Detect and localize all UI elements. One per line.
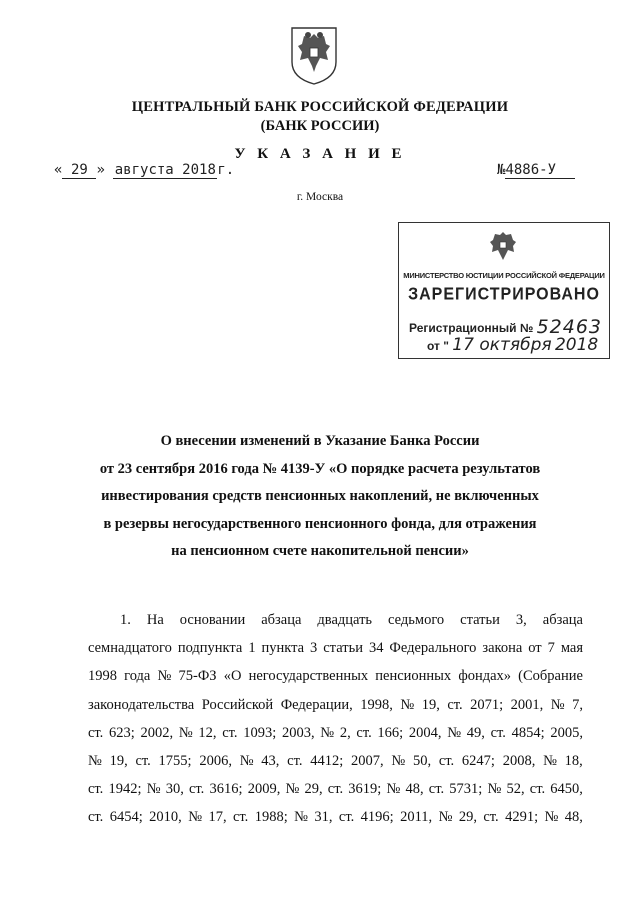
body-word: № <box>320 724 335 741</box>
body-word: двадцать <box>317 612 373 628</box>
body-word: № <box>157 668 172 685</box>
body-word: 6454; <box>109 809 143 826</box>
stamp-registration-number: Регистрационный № 52463 <box>409 316 603 338</box>
body-word: 18, <box>564 753 583 770</box>
body-line <box>88 775 583 803</box>
body-word: 19, <box>421 696 440 713</box>
body-word: 1988; <box>254 809 288 826</box>
document-number: №4886-У <box>497 162 575 179</box>
body-word: 3616; <box>209 781 243 798</box>
body-word: 30, <box>165 781 184 798</box>
body-word: 166; <box>377 724 404 741</box>
stamp-handwritten-number: 52463 <box>536 316 603 338</box>
body-word: 7 <box>547 640 555 657</box>
body-word: от <box>528 640 542 657</box>
body-word: 17, <box>208 809 227 826</box>
title-line: О внесении изменений в Указание Банка России <box>160 433 480 449</box>
body-word: 75-ФЗ <box>178 668 217 685</box>
body-word: ст. <box>135 753 151 770</box>
body-word: 1. <box>120 612 131 628</box>
body-word: мая <box>560 640 583 657</box>
body-word: Российской <box>201 696 274 713</box>
body-word: ст. <box>447 696 463 713</box>
body-word: 4196; <box>360 809 394 826</box>
body-word: 6247; <box>461 753 495 770</box>
body-line <box>88 719 583 747</box>
stamp-year: 2018 <box>554 335 599 355</box>
body-word: 12, <box>198 724 217 741</box>
body-word: 49, <box>466 724 485 741</box>
body-word: ст. <box>88 809 104 826</box>
body-word: № <box>188 809 203 826</box>
body-line <box>88 803 583 831</box>
body-word: 1998, <box>360 696 393 713</box>
body-text <box>88 606 583 832</box>
body-word: 7, <box>572 696 583 713</box>
body-word: 2002, <box>140 724 174 741</box>
body-word: 1942; <box>108 781 142 798</box>
body-word: № <box>178 724 193 741</box>
body-word: ст. <box>189 781 205 798</box>
body-word: ст. <box>327 781 344 798</box>
body-word: № <box>391 753 406 770</box>
body-word: № <box>543 753 557 770</box>
body-word: ст. <box>88 781 104 798</box>
document-date: « 29 » августа 2018г. <box>54 162 235 178</box>
body-word: 4854; <box>511 724 545 741</box>
stamp-registered: ЗАРЕГИСТРИРОВАНО <box>408 285 600 304</box>
body-word: «О <box>223 668 242 685</box>
body-word: 2008, <box>502 753 536 770</box>
body-word: № <box>294 809 308 826</box>
body-word: статьи <box>460 612 500 628</box>
body-word: ст. <box>287 753 303 770</box>
body-word: Федерации, <box>280 696 353 713</box>
body-word: № <box>544 809 559 826</box>
body-word: 4412; <box>310 753 344 770</box>
body-word: ст. <box>356 724 372 741</box>
body-word: 2, <box>339 724 351 741</box>
body-word: № <box>386 781 401 798</box>
body-word: 3619; <box>348 781 382 798</box>
body-word: 2005, <box>550 724 583 741</box>
date-day: 29 <box>62 162 96 179</box>
body-word: 2009, <box>247 781 281 798</box>
body-line <box>88 662 583 690</box>
body-line <box>88 606 583 634</box>
document-title <box>70 428 570 566</box>
body-word: семнадцатого <box>88 640 172 657</box>
body-word: 2011, <box>400 809 433 826</box>
body-word: статьи <box>323 640 363 657</box>
body-word: 31, <box>314 809 333 826</box>
organization-name: ЦЕНТРАЛЬНЫЙ БАНК РОССИЙСКОЙ ФЕДЕРАЦИИ <box>131 99 509 115</box>
body-word: 1755; <box>158 753 192 770</box>
body-word: ст. <box>88 724 104 741</box>
body-word: 3, <box>515 612 527 628</box>
body-word: законодательства <box>88 696 195 713</box>
body-word: (Собрание <box>518 668 583 685</box>
body-word: 29, <box>304 781 323 798</box>
date-month-year: августа 2018 <box>114 162 216 178</box>
body-word: Федерального <box>389 640 477 657</box>
body-word: 2010, <box>149 809 182 826</box>
body-word: № <box>550 696 565 713</box>
body-word: 48, <box>564 809 583 826</box>
body-word: пункта <box>261 640 305 657</box>
body-word: 2003, <box>281 724 315 741</box>
body-word: № <box>88 753 102 770</box>
title-line: на пенсионном счете накопительной пенсии» <box>171 543 469 559</box>
body-word: пенсионных <box>375 668 452 685</box>
body-word: 2006, <box>199 753 232 770</box>
body-word: 2004, <box>408 724 442 741</box>
body-word: № <box>285 781 300 798</box>
document-city: г. Москва <box>296 191 344 203</box>
registration-stamp <box>398 222 610 359</box>
body-word: негосударственных <box>248 668 369 685</box>
body-word: закона <box>482 640 523 657</box>
body-word: 2071; <box>470 696 504 713</box>
body-word: На <box>146 612 164 628</box>
body-word: ст. <box>438 753 455 770</box>
body-word: ст. <box>483 809 499 826</box>
body-word: фондах» <box>458 668 512 685</box>
stamp-organization: МИНИСТЕРСТВО ЮСТИЦИИ РОССИЙСКОЙ ФЕДЕРАЦИИ <box>403 271 605 280</box>
body-word: 34 <box>368 640 384 657</box>
body-word: основании <box>179 612 246 628</box>
body-word: 48, <box>405 781 424 798</box>
body-word: ст. <box>222 724 238 741</box>
body-word: 5731; <box>449 781 483 798</box>
document-type: У К А З А Н И Е <box>234 146 406 162</box>
stamp-emblem-icon <box>485 229 521 263</box>
body-word: 52, <box>506 781 525 798</box>
body-line <box>88 634 583 662</box>
body-word: 1093; <box>243 724 277 741</box>
body-word: ст. <box>490 724 506 741</box>
body-word: 29, <box>458 809 477 826</box>
body-word: № <box>146 781 161 798</box>
body-word: ст. <box>529 781 546 798</box>
body-word: 2001, <box>510 696 544 713</box>
body-word: абзаца <box>542 612 583 628</box>
title-line: в резервы негосударственного пенсионного фонда, для отражения <box>103 515 537 532</box>
body-word: ст. <box>232 809 249 826</box>
body-line <box>88 747 583 775</box>
body-word: седьмого <box>388 612 445 628</box>
stamp-handwritten-date: 17 октября <box>452 335 552 355</box>
body-word: абзаца <box>261 612 302 628</box>
body-word: № <box>487 781 502 798</box>
body-word: подпункта <box>177 640 243 657</box>
title-line: от 23 сентября 2016 года № 4139-У «О порядке расчета результатов <box>99 460 541 477</box>
body-word: № <box>438 809 453 826</box>
body-line <box>88 691 583 719</box>
body-word: 2007, <box>351 753 384 770</box>
coat-of-arms-icon <box>284 22 344 86</box>
title-line: инвестирования средств пенсионных накоплений, не включенных <box>101 488 539 504</box>
body-word: № <box>400 696 415 713</box>
body-word: 1 <box>248 640 256 657</box>
body-word: года <box>124 668 151 685</box>
body-word: № <box>239 753 254 770</box>
document-number-value: 4886-У <box>505 162 575 179</box>
body-word: ст. <box>338 809 355 826</box>
body-word: ст. <box>428 781 445 798</box>
body-word: 1998 <box>88 668 117 685</box>
body-word: 43, <box>261 753 280 770</box>
body-word: 4291; <box>505 809 539 826</box>
body-word: 623; <box>109 724 135 741</box>
organization-short-name: (БАНК РОССИИ) <box>260 118 380 134</box>
body-word: 3 <box>310 640 318 657</box>
body-word: 19, <box>109 753 128 770</box>
body-word: 6450, <box>550 781 583 798</box>
body-word: № <box>447 724 462 741</box>
stamp-date: от " 17 октября 2018 <box>427 335 599 355</box>
body-word: 50, <box>412 753 432 770</box>
